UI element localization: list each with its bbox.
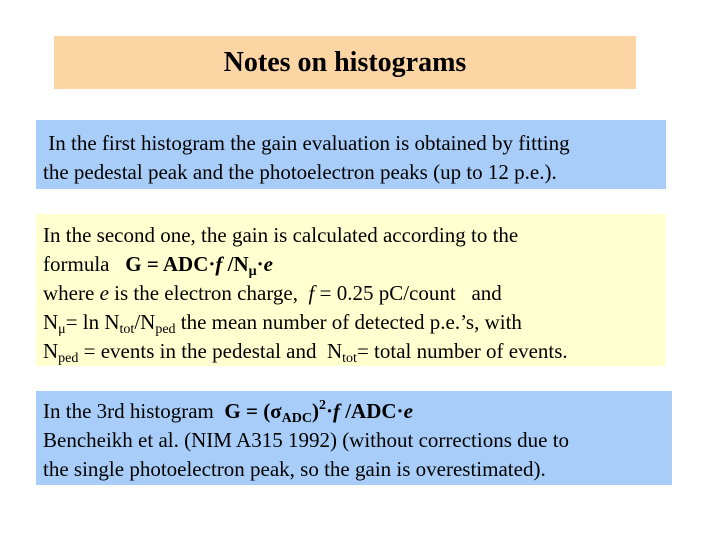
note1-line1: In the first histogram the gain evaluation is obtained by fitting [43, 131, 570, 155]
note3-line1: In the 3rd histogram $G = (\sigma_{ADC})^2\cdot f$ /ADC·e [43, 398, 413, 426]
note2-line2 [43, 250, 666, 279]
note2-line4: $N_\mu= \ln N_{tot}/N_{ped}$ the mean number of detected p.e.’s, with [43, 310, 522, 337]
note1-line2: the pedestal peak and the photoelectron peaks (up to 12 p.e.). [43, 160, 557, 184]
third-histogram-note [36, 391, 672, 485]
page-title: Notes on histograms [223, 46, 467, 78]
formula-label: formula [43, 252, 126, 276]
note2-line5: $N_{ped}$ = events in the pedestal and $N_{tot}=$ total number of events. [43, 339, 568, 366]
note2-line3: where e is the electron charge, f = 0.25 pC/count and [43, 281, 502, 305]
first-histogram-note [36, 120, 666, 189]
variance-gain-formula: $G = (\sigma_{ADC})^2\cdot f$ /ADC·e [224, 398, 413, 426]
gain-formula: G = ADC·f $/N_\mu\cdot e$ [125, 252, 273, 279]
note3-line2: Bencheikh et al. (NIM A315 1992) (without corrections due to [43, 428, 570, 452]
note2-line1: In the second one, the gain is calculated according to the [43, 223, 519, 247]
note3-line3: the single photoelectron peak, so the gain is overestimated). [43, 457, 546, 481]
second-histogram-note [36, 214, 666, 366]
title-banner [54, 36, 636, 89]
